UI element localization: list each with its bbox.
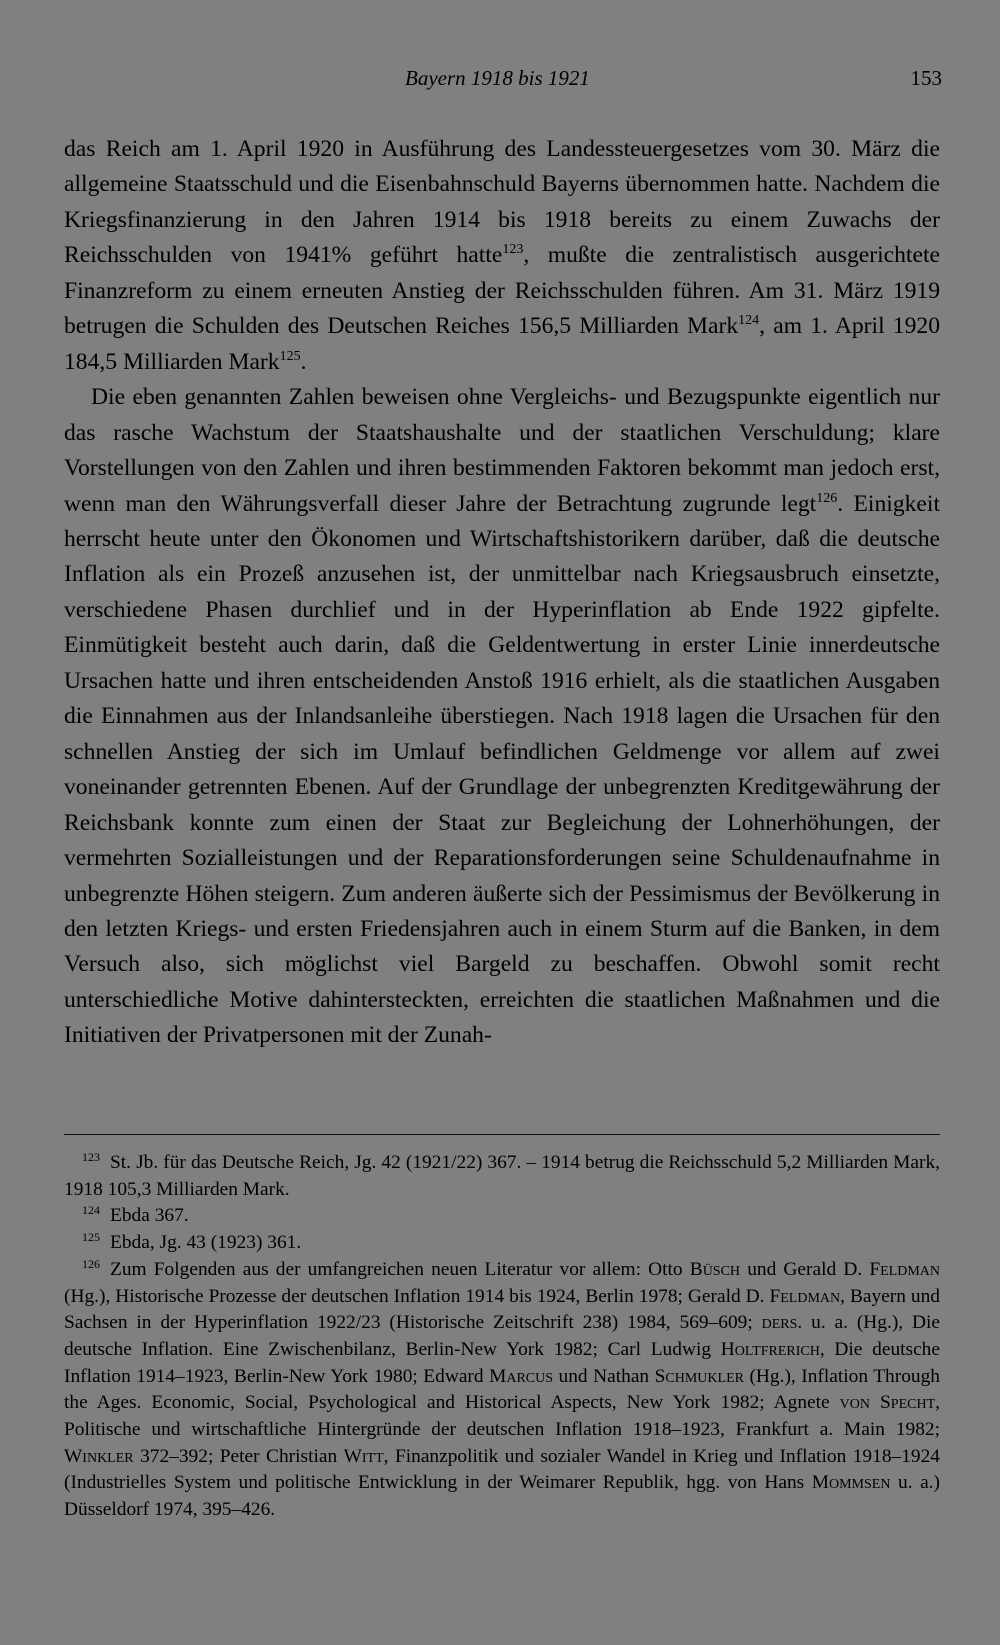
footnote-text: und Gerald D. <box>740 1258 870 1280</box>
author-name: Mommsen <box>811 1472 891 1494</box>
author-name: Büsch <box>689 1258 741 1280</box>
footnote-text: , Finanzpolitik und sozialer Wandel in Krieg und Inflation 1918–1924 (Industrielles System und politische Entwicklung in der Weimarer Republik, hgg. von Hans <box>64 1445 940 1494</box>
footnote-separator <box>64 1134 940 1135</box>
author-name: ders. <box>761 1312 803 1334</box>
footnote-number: 125 <box>82 1230 100 1245</box>
footnote-text: (Hg.), Inflation Through the Ages. Economic, Social, Psychological and Historical Aspects, New York 1982; Agnete <box>64 1365 940 1414</box>
running-title: Bayern 1918 bis 1921 <box>405 66 590 90</box>
footnote-text: Zum Folgenden aus der umfangreichen neuen Literatur vor allem: Otto <box>110 1258 690 1280</box>
text-segment: , mußte die zentralistisch ausgerichtete Finanzreform zu einem erneuten Anstieg der Reichsschulden führen. Am 31. März 1919 betrugen die Schulden des Deutschen Reiches 156,5 Milliarden Mark <box>64 242 940 340</box>
footnote-text: Ebda, Jg. 43 (1923) 361. <box>110 1232 302 1254</box>
author-name: Witt <box>343 1445 384 1467</box>
text-segment: . Einigkeit herrscht heute unter den Ökonomen und Wirtschaftshistorikern darüber, daß die deutsche Inflation als ein Prozeß anzusehen ist, der unmittelbar nach Kriegsausbruch einsetzte, verschiedene Phasen durchlief und in der Hyperinflation ab Ende 1922 gipfelte. Einmütigkeit besteht auch darin, daß die Geldentwertung in erster Linie innerdeutsche Ursachen hatte und ihren entscheidenden Anstoß 1916 erhielt, als die staatlichen Ausgaben die Einnahmen aus der Inlandsanleihe überstiegen. Nach 1918 lagen die Ursachen für den schnellen Anstieg der sich im Umlauf befindlichen Geldmenge vor allem auf zwei voneinander getrennten Ebenen. Auf der Grundlage der unbegrenzten Kreditgewährung der Reichsbank konnte zum einen der Staat zur Begleichung der Lohnerhöhungen, der vermehrten Sozialleistungen und der Reparationsforderungen seine Schuldenaufnahme in unbegrenzte Höhen steigern. Zum anderen äußerte sich der Pessimismus der Bevölkerung in den letzten Kriegs- und ersten Friedensjahren auch in einem Sturm auf die Banken, in dem Versuch also, sich möglichst viel Bargeld zu beschaffen. Obwohl somit recht unterschiedliche Motive dahintersteckten, erreichten die staatlichen Maßnahmen und die Initiativen der Privatpersonen mit der Zunah- <box>64 490 940 1049</box>
author-name: Marcus <box>489 1365 554 1387</box>
text-segment: . <box>300 348 307 375</box>
footnote-text: Ebda 367. <box>110 1205 189 1227</box>
author-name: Feldman <box>769 1285 841 1307</box>
footnote-text: u. a. (Hg.), Die deutsche Inflation. Eine Zwischenbilanz, Berlin-New York 1982; Carl Ludwig <box>64 1312 940 1360</box>
footnote-text: u. a.) Düsseldorf 1974, 395–426. <box>64 1472 940 1521</box>
footnote-text: , Bayern und Sachsen in der Hyperinflation 1922/23 (Historische Zeitschrift 238) 1984, 569–609; <box>64 1285 940 1334</box>
footnotes <box>64 1150 940 1524</box>
author-name: Winkler <box>64 1445 134 1467</box>
footnote-ref-124[interactable]: 124 <box>738 313 760 329</box>
footnote-126 <box>64 1257 940 1524</box>
page-number: 153 <box>910 66 942 90</box>
author-name: von Specht <box>839 1392 936 1414</box>
footnote-text: St. Jb. für das Deutsche Reich, Jg. 42 (1921/22) 367. – 1914 betrug die Reichsschuld 5,2 Milliarden Mark, 1918 105,3 Milliarden Mark. <box>64 1152 940 1200</box>
footnote-text: , Die deutsche Inflation 1914–1923, Berlin-New York 1980; Edward <box>64 1338 940 1387</box>
footnote-text: und Nathan <box>553 1365 655 1387</box>
footnote-text: 372–392; Peter Christian <box>133 1445 344 1467</box>
footnote-number: 126 <box>82 1256 100 1271</box>
footnote-number: 123 <box>82 1150 100 1164</box>
footnote-ref-123[interactable]: 123 <box>502 242 524 258</box>
text-segment: , am 1. April 1920 184,5 Milliarden Mark <box>64 313 940 375</box>
author-name: Schmukler <box>654 1365 744 1387</box>
footnote-125 <box>64 1230 940 1257</box>
running-head <box>0 66 1000 96</box>
text-segment: Die eben genannten Zahlen beweisen ohne Vergleichs- und Bezugspunkte eigentlich nur das rasche Wachstum der Staatshaushalte und der staatlichen Verschuldung; klare Vorstellungen von den Zahlen und ihren bestimmenden Faktoren bekommt man jedoch erst, wenn man den Währungsverfall dieser Jahre der Betrachtung zugrunde legt <box>64 384 940 517</box>
footnote-text: , Politische und wirtschaftliche Hintergründe der deutschen Inflation 1918–1923, Frankfurt a. Main 1982; <box>64 1392 940 1441</box>
footnote-ref-125[interactable]: 125 <box>279 348 301 364</box>
text-segment: das Reich am 1. April 1920 in Ausführung des Landessteuergesetzes vom 30. März die allgemeine Staatsschuld und die Eisenbahnschuld Bayerns übernommen hatte. Nachdem die Kriegsfinanzierung in den Jahren 1914 bis 1918 bereits zu einem Zuwachs der Reichsschulden von 1941% geführt hatte <box>64 136 940 269</box>
paragraph-2 <box>64 380 940 1054</box>
main-text <box>64 132 940 1054</box>
paragraph-1 <box>64 132 940 380</box>
footnote-number: 124 <box>82 1203 100 1218</box>
footnote-text: (Hg.), Historische Prozesse der deutschen Inflation 1914 bis 1924, Berlin 1978; Gerald D. <box>64 1285 770 1307</box>
footnote-ref-126[interactable]: 126 <box>816 490 838 506</box>
footnote-124 <box>64 1203 940 1230</box>
author-name: Feldman <box>869 1258 940 1280</box>
author-name: Holtfrerich <box>720 1338 820 1360</box>
footnote-123 <box>64 1150 940 1203</box>
